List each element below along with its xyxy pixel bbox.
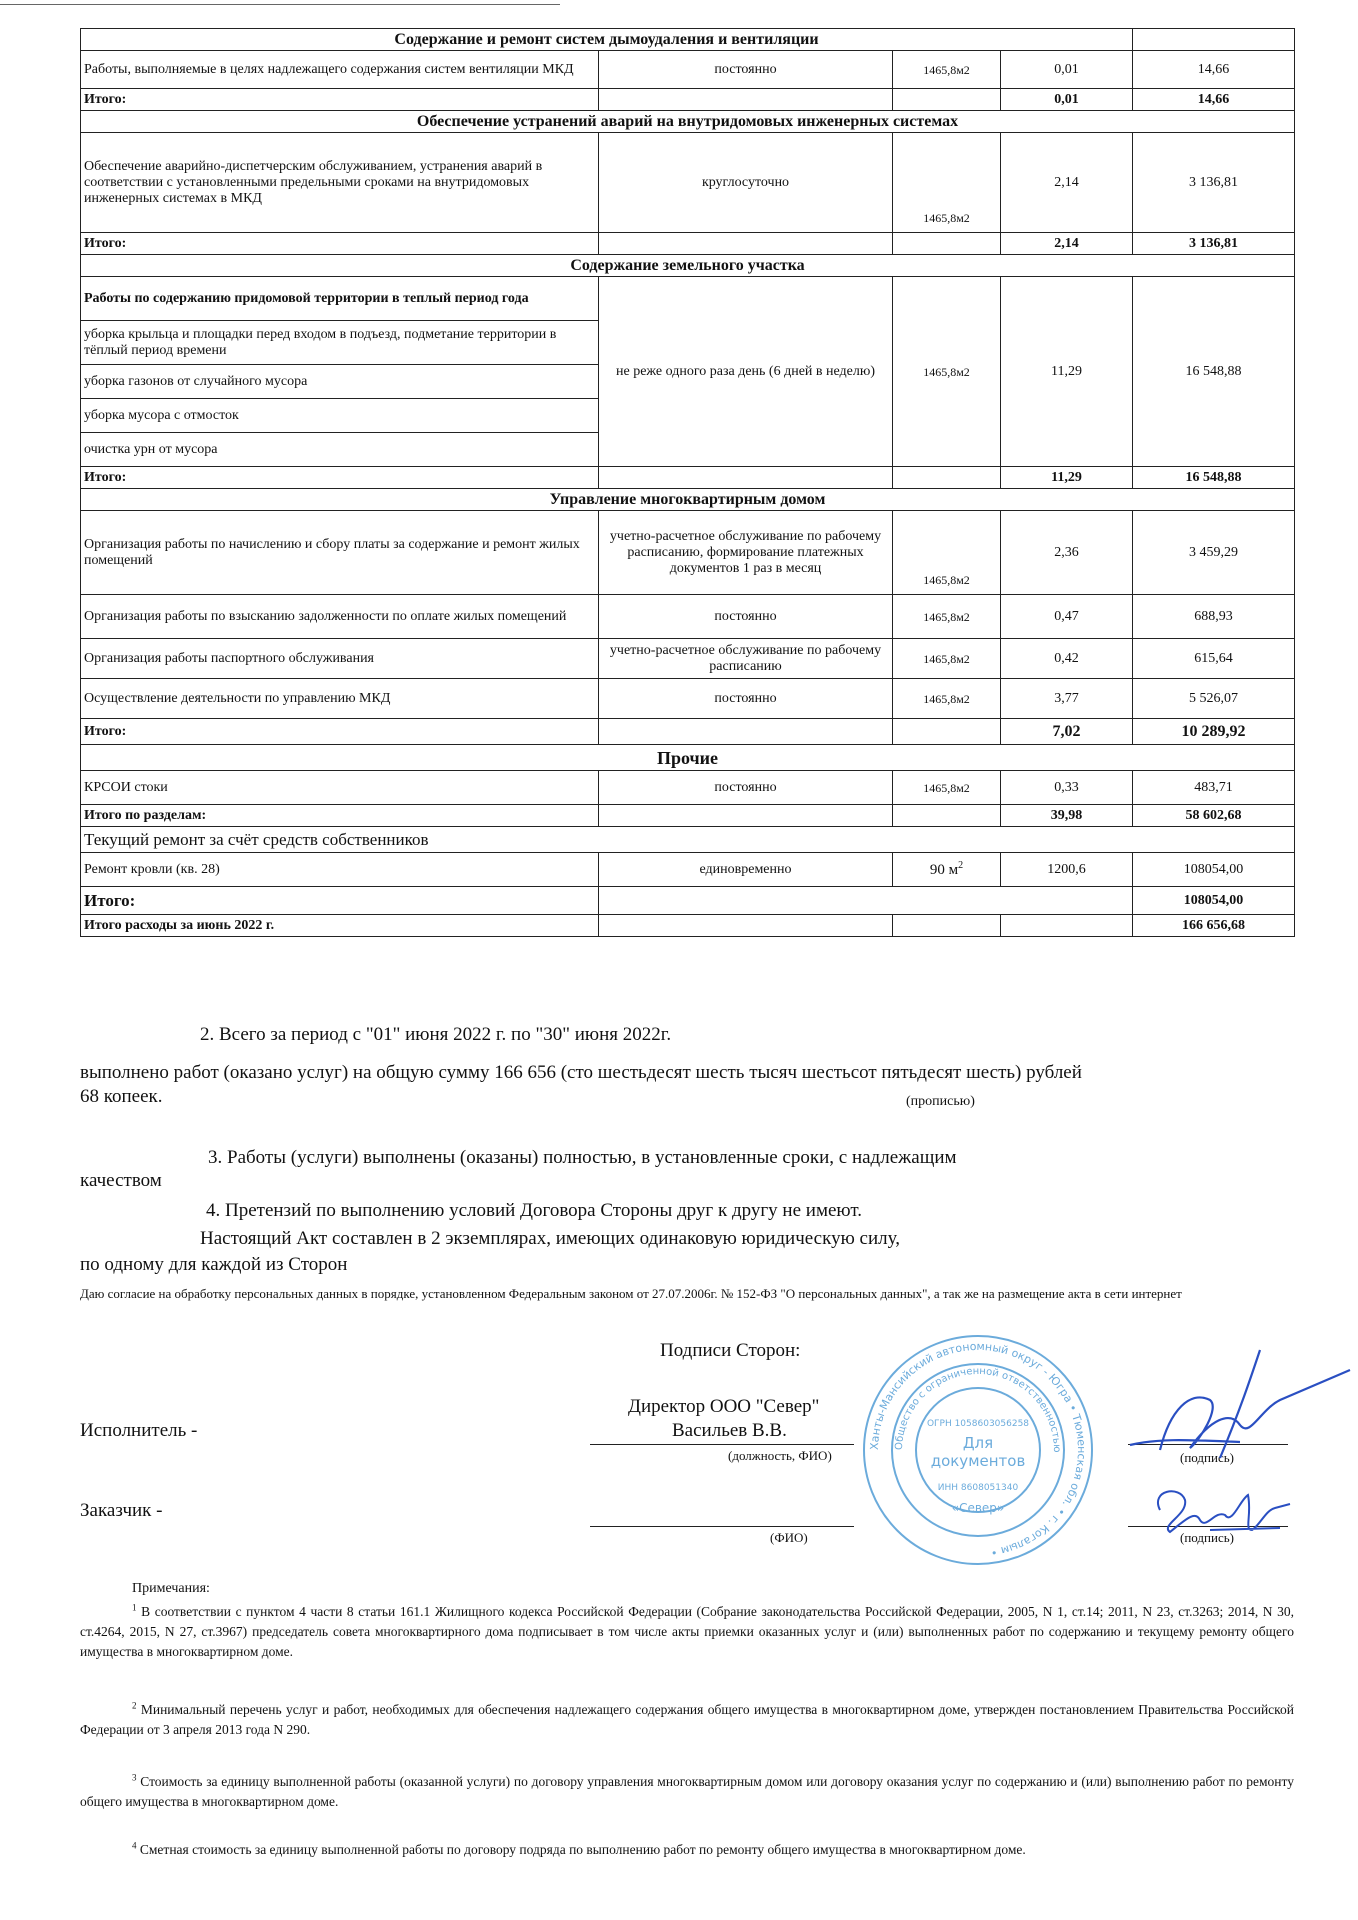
service-area: 1465,8м2 [893,679,1001,719]
service-period: постоянно [599,51,893,89]
service-name: Осуществление деятельности по управлению МКД [81,679,599,719]
customer-name-line [590,1526,854,1527]
total-label: Итого: [81,887,599,915]
note-2-text: Минимальный перечень услуг и работ, необходимых для обеспечения надлежащего содержания общего имущества в многоквартирном доме, утвержден постановлением Правительства Российской Федерации от 3 апреля 2013 года N 290. [80,1702,1295,1737]
table-row [81,133,1295,233]
customer-label: Заказчик - [80,1500,163,1521]
grand-total-sum: 166 656,68 [1133,915,1295,937]
section-land [81,255,1295,277]
seal-center-2: документов [930,1452,1026,1470]
table-row [81,277,1295,321]
table-row [81,511,1295,595]
para-3-line1: 3. Работы (услуги) выполнены (оказаны) полностью, в установленные сроки, с надлежащим [208,1147,957,1168]
total-label: Итого: [81,89,599,111]
para-5-line1: Настоящий Акт составлен в 2 экземплярах, имеющих одинаковую юридическую силу, [200,1228,900,1249]
para-4: 4. Претензий по выполнению условий Договора Стороны друг к другу не имеют. [206,1200,862,1221]
land-item: уборка мусора с отмосток [81,399,599,433]
seal-outer-text: Ханты-Мансийский автономный округ - Югра • Тюменская обл. • г. Когалым • [867,1339,1089,1560]
total-label: Итого: [81,467,599,489]
section-emergency [81,111,1295,133]
service-name: Обеспечение аварийно-диспетчерским обслуживанием, устранения аварий в соответствии с установленными предельными сроками на внутридомовых инженерных системах в МКД [81,133,599,233]
executor-name: Васильев В.В. [672,1420,787,1441]
executor-label: Исполнитель - [80,1420,198,1441]
customer-signature [1140,1480,1300,1540]
seal-name: «Север» [951,1501,1005,1515]
section-title: Содержание и ремонт систем дымоудаления и вентиляции [81,29,1133,51]
seal-ogrn: ОГРН 1058603056258 [926,1419,1030,1429]
section-title: Текущий ремонт за счёт средств собственников [81,827,1295,853]
land-header-item: Работы по содержанию придомовой территории в теплый период года [81,277,599,321]
service-area: 1465,8м2 [893,133,1001,233]
service-sum: 5 526,07 [1133,679,1295,719]
service-area: 1465,8м2 [893,639,1001,679]
service-area: 1465,8м2 [893,51,1001,89]
para-2-line2: выполнено работ (оказано услуг) на общую сумму 166 656 (сто шестьдесят шесть тысяч шестьсот пятьдесят шесть) рублей [80,1062,1082,1083]
section-blank [1133,29,1295,51]
total-sum: 3 136,81 [1133,233,1295,255]
service-area: 1465,8м2 [893,511,1001,595]
section-other [81,745,1295,771]
service-period: постоянно [599,595,893,639]
total-rate: 39,98 [1001,805,1133,827]
service-name: Ремонт кровли (кв. 28) [81,853,599,887]
service-sum: 688,93 [1133,595,1295,639]
note-1-text: В соответствии с пунктом 4 части 8 статьи 161.1 Жилищного кодекса Российской Федерации (Собрание законодательства Российской Федерации, 2005, N 1, ст.14; 2011, N 23, ст.3263; 2014, N 30, ст.4264, 2015, N 27, ст.3967) председатель совета многоквартирного дома подписывает в том числе акты приемки оказанных услуг и (или) выполненных работ по содержанию и текущему ремонту общего имущества в многоквартирном доме. [80,1604,1295,1659]
service-area [893,853,1001,887]
section-title: Управление многоквартирным домом [81,489,1295,511]
service-name: Работы, выполняемые в целях надлежащего содержания систем вентиляции МКД [81,51,599,89]
land-area: 1465,8м2 [893,277,1001,467]
service-name: Организация работы по начислению и сбору платы за содержание и ремонт жилых помещений [81,511,599,595]
section-title: Прочие [81,745,1295,771]
total-row [81,887,1295,915]
service-sum: 615,64 [1133,639,1295,679]
note-3-num: 3 [132,1772,137,1783]
executor-sign-caption: (подпись) [1180,1450,1234,1465]
total-row [81,467,1295,489]
para-5-line2: по одному для каждой из Сторон [80,1254,348,1275]
service-period: постоянно [599,679,893,719]
total-rate: 11,29 [1001,467,1133,489]
land-sum: 16 548,88 [1133,277,1295,467]
grand-total-row [81,915,1295,937]
customer-caption: (ФИО) [770,1530,808,1545]
note-2-num: 2 [132,1700,137,1711]
executor-caption: (должность, ФИО) [728,1448,832,1463]
service-rate: 0,01 [1001,51,1133,89]
note-3-text: Стоимость за единицу выполненной работы (оказанной услуги) по договору управления многоквартирным домом или договору оказания услуг по содержанию и (или) выполнению работ по ремонту общего имущества в многоквартирном доме. [80,1774,1295,1809]
notes-title: Примечания: [132,1581,210,1596]
service-period: единовременно [599,853,893,887]
service-sum: 108054,00 [1133,853,1295,887]
total-sum: 58 602,68 [1133,805,1295,827]
executor-position: Директор ООО "Север" [628,1396,820,1417]
service-sum: 483,71 [1133,771,1295,805]
total-row [81,233,1295,255]
total-sum: 108054,00 [1133,887,1295,915]
note-4-num: 4 [132,1840,137,1851]
service-name: КРСОИ стоки [81,771,599,805]
service-period: круглосуточно [599,133,893,233]
total-row [81,719,1295,745]
total-rate: 7,02 [1001,719,1133,745]
total-label: Итого: [81,719,599,745]
total-rate: 0,01 [1001,89,1133,111]
total-label: Итого по разделам: [81,805,599,827]
executor-name-line [590,1444,854,1445]
section-repair [81,827,1295,853]
table-row [81,639,1295,679]
total-rate: 2,14 [1001,233,1133,255]
note-4-text: Сметная стоимость за единицу выполненной работы по договору подряда по выполнению работ по ремонту общего имущества в многоквартирном доме. [139,1842,1026,1857]
table-row [81,679,1295,719]
para-2-line3: 68 копеек. [80,1086,163,1107]
note-4 [80,1840,1294,1860]
seal-inn: ИНН 8608051340 [937,1483,1019,1493]
signatures-title: Подписи Сторон: [660,1340,801,1361]
land-item: уборка крыльца и площадки перед входом в подъезд, подметание территории в тёплый период времени [81,321,599,365]
service-period: постоянно [599,771,893,805]
service-sum: 3 459,29 [1133,511,1295,595]
service-period: учетно-расчетное обслуживание по рабочему расписанию [599,639,893,679]
total-row [81,89,1295,111]
service-area: 1465,8м2 [893,771,1001,805]
total-sum: 16 548,88 [1133,467,1295,489]
note-3 [80,1772,1294,1812]
grand-total-label: Итого расходы за июнь 2022 г. [81,915,599,937]
company-seal [858,1330,1098,1570]
executor-signature [1100,1330,1358,1470]
land-item: уборка газонов от случайного мусора [81,365,599,399]
service-rate: 0,33 [1001,771,1133,805]
para-2-line1: 2. Всего за период с "01" июня 2022 г. по "30" июня 2022г. [200,1024,672,1045]
seal-inner-text: Общество с ограниченной ответственностью [893,1365,1063,1453]
table-row [81,595,1295,639]
section-ventilation [81,29,1295,51]
note-1 [80,1602,1294,1662]
service-name: Организация работы по взысканию задолженности по оплате жилых помещений [81,595,599,639]
table-row [81,771,1295,805]
service-rate: 3,77 [1001,679,1133,719]
service-rate: 2,36 [1001,511,1133,595]
section-title: Содержание земельного участка [81,255,1295,277]
service-rate: 0,42 [1001,639,1133,679]
service-rate: 2,14 [1001,133,1133,233]
services-table [80,28,1295,937]
service-period: учетно-расчетное обслуживание по рабочему расписанию, формирование платежных документов 1 раз в месяц [599,511,893,595]
table-row [81,51,1295,89]
consent-text: Даю согласие на обработку персональных данных в порядке, установленном Федеральным законом от 27.07.2006г. № 152-ФЗ "О персональных данных", а так же на размещение акта в сети интернет [80,1286,1182,1301]
land-item: очистка урн от мусора [81,433,599,467]
customer-sign-caption: (подпись) [1180,1530,1234,1545]
section-management [81,489,1295,511]
total-sum: 10 289,92 [1133,719,1295,745]
service-rate: 1200,6 [1001,853,1133,887]
propisyu-caption: (прописью) [906,1094,975,1109]
section-title: Обеспечение устранений аварий на внутридомовых инженерных системах [81,111,1295,133]
scan-top-edge [0,4,560,5]
land-rate: 11,29 [1001,277,1133,467]
note-1-num: 1 [132,1602,137,1613]
table-row [81,853,1295,887]
total-row [81,805,1295,827]
para-3-line2: качеством [80,1170,162,1191]
service-sum: 14,66 [1133,51,1295,89]
note-2 [80,1700,1294,1740]
area-value: 90 м [929,861,959,878]
area-sup: 2 [958,859,964,871]
service-area: 1465,8м2 [893,595,1001,639]
service-rate: 0,47 [1001,595,1133,639]
land-period: не реже одного раза день (6 дней в неделю) [599,277,893,467]
total-label: Итого: [81,233,599,255]
service-sum: 3 136,81 [1133,133,1295,233]
service-name: Организация работы паспортного обслуживания [81,639,599,679]
total-sum: 14,66 [1133,89,1295,111]
seal-center-1: Для [962,1434,994,1452]
